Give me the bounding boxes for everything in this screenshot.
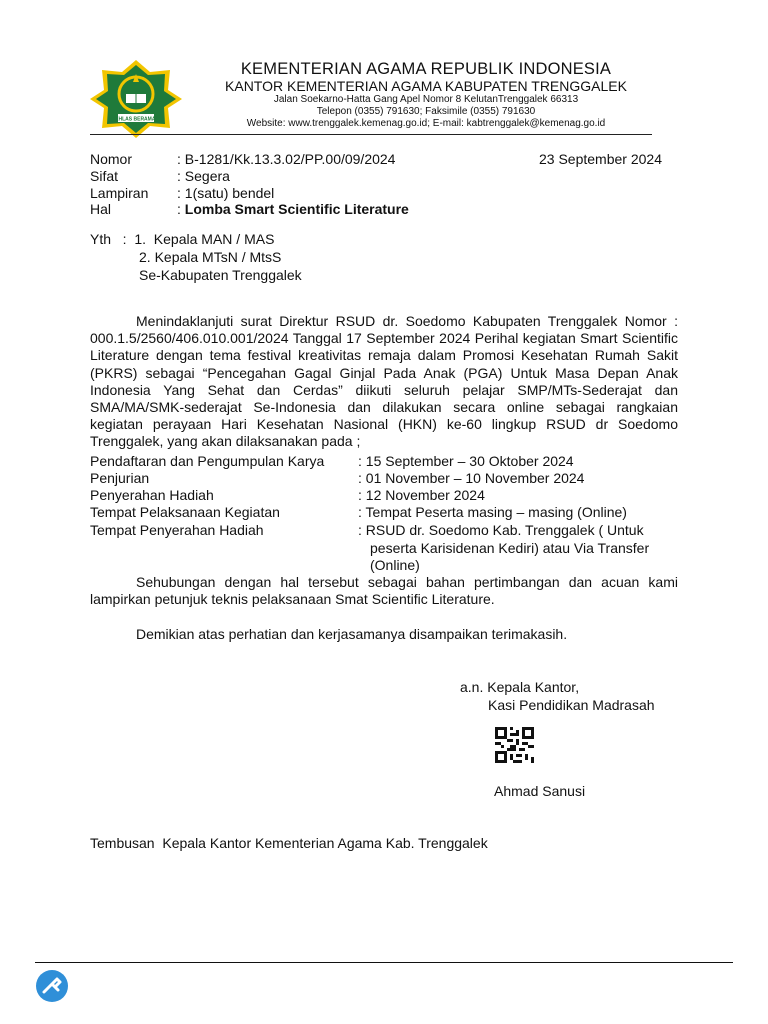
signature-title: Kasi Pendidikan Madrasah [488, 697, 655, 713]
schedule-label: Tempat Pelaksanaan Kegiatan [90, 504, 280, 520]
nomor-value: : B-1281/Kk.13.3.02/PP.00/09/2024 [177, 151, 396, 167]
letterhead-web: Website: www.trenggalek.kemenag.go.id; E-mail: kabtrenggalek@kemenag.go.id [246, 118, 606, 129]
hal-colon: : [177, 201, 185, 217]
schedule-value-continued: peserta Karisidenan Kediri) atau Via Transfer [370, 540, 650, 556]
sifat-label: Sifat [90, 168, 119, 184]
schedule-value: : 15 September – 30 Oktober 2024 [358, 453, 574, 469]
body-paragraph-1 [90, 313, 678, 451]
body-paragraph-2 [90, 574, 678, 608]
signatory-name: Ahmad Sanusi [494, 783, 586, 799]
hal-label: Hal [90, 201, 112, 217]
tembusan: Tembusan Kepala Kantor Kementerian Agama Kab. Trenggalek [90, 835, 488, 851]
letterhead-office: KANTOR KEMENTERIAN AGAMA KABUPATEN TRENGGALEK [225, 78, 627, 94]
schedule-value-continued: (Online) [370, 557, 420, 573]
lampiran-label: Lampiran [90, 185, 149, 201]
letterhead [200, 60, 652, 130]
recipient-line-3: Se-Kabupaten Trenggalek [139, 267, 302, 283]
schedule-value: : 12 November 2024 [358, 487, 485, 503]
letterhead-address: Jalan Soekarno-Hatta Gang Apel Nomor 8 KelutanTrenggalek 66313 [273, 94, 579, 105]
qr-code-signature [495, 727, 534, 763]
lampiran-value: : 1(satu) bendel [177, 185, 275, 201]
schedule-value: : 01 November – 10 November 2024 [358, 470, 585, 486]
document-viewer-icon [35, 969, 69, 1003]
schedule-label: Pendaftaran dan Pengumpulan Karya [90, 453, 325, 469]
schedule-value: : Tempat Peserta masing – masing (Online) [358, 504, 627, 520]
body-paragraph-1-text: Menindaklanjuti surat Direktur RSUD dr. Soedomo Kabupaten Trenggalek Nomor : 000.1.5/2560/406.010.001/2024 Tanggal 17 September 2024 Perihal kegiatan Smart Scientific Literature dengan tema festival kreativitas remaja dalam Promosi Kesehatan Rumah Sakit (PKRS) sebagai “Pencegahan Gagal Ginjal Pada Anak (PGA) Untuk Masa Depan Anak Indonesia Yang Sehat dan Cerdas” diikuti seluruh pelajar SMP/MTs-Sederajat dan SMA/MA/SMK-sederajat Se-Indonesia dan dilakukan secara online sebagai rangkaian kegiatan perayaan Hari Kesehatan Nasional (HKN) ke-60 lingkup RSUD dr Soedomo Trenggalek, yang akan dilaksanakan pada ; [90, 313, 678, 450]
closing-sentence: Demikian atas perhatian dan kerjasamanya disampaikan terimakasih. [136, 626, 568, 642]
schedule-label: Penyerahan Hadiah [90, 487, 214, 503]
hal-line [177, 201, 409, 218]
kemenag-logo [90, 60, 182, 138]
signature-on-behalf: a.n. Kepala Kantor, [460, 679, 580, 695]
schedule-label: Tempat Penyerahan Hadiah [90, 522, 264, 538]
nomor-label: Nomor [90, 151, 133, 167]
body-paragraph-2-text: Sehubungan dengan hal tersebut sebagai bahan pertimbangan dan acuan kami lampirkan petunjuk teknis pelaksanaan Smat Scientific Literature. [90, 574, 678, 608]
hal-value: Lomba Smart Scientific Literature [184, 201, 409, 217]
letterhead-divider [90, 134, 652, 135]
recipient-line-1: Yth : 1. Kepala MAN / MAS [90, 231, 275, 247]
footer-divider [35, 962, 733, 963]
letterhead-phone: Telepon (0355) 791630; Faksimile (0355) 791630 [316, 106, 536, 117]
sifat-value: : Segera [177, 168, 230, 184]
letterhead-ministry: KEMENTERIAN AGAMA REPUBLIK INDONESIA [240, 60, 612, 78]
letter-date: 23 September 2024 [539, 151, 662, 167]
schedule-label: Penjurian [90, 470, 150, 486]
recipient-line-2: 2. Kepala MTsN / MtsS [139, 249, 282, 265]
svg-text:IKHLAS BERAMAL: IKHLAS BERAMAL [113, 116, 159, 123]
schedule-value: : RSUD dr. Soedomo Kab. Trenggalek ( Untuk [358, 522, 644, 538]
